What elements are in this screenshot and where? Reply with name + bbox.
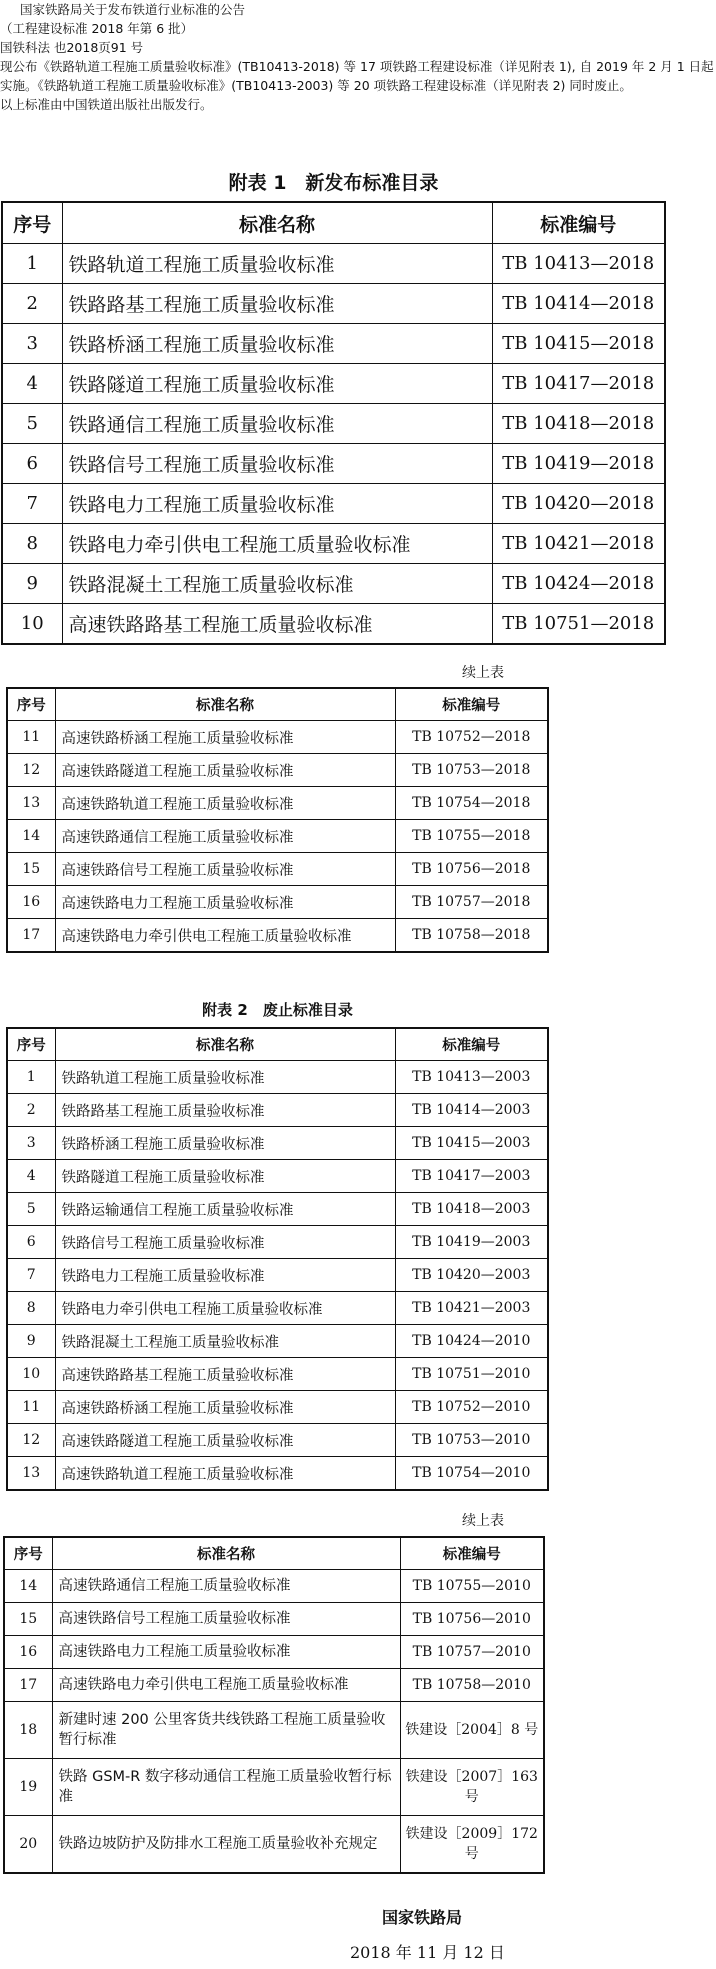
standard-name: 铁路隧道工程施工质量验收标准 [55,1160,395,1193]
standard-code: TB 10415—2003 [395,1127,548,1160]
row-number: 1 [2,244,62,284]
table-row [4,1759,544,1816]
table-header-row [7,688,548,721]
standard-code: TB 10751—2010 [395,1358,548,1391]
table-row [2,524,665,564]
table-row [2,444,665,484]
standard-code: TB 10755—2010 [400,1570,544,1603]
issue-date: 2018 年 11 月 12 日 [350,1943,505,1962]
table-header-row [7,1028,548,1061]
table1-caption: 附表 1 新发布标准目录 [228,172,439,194]
table1-part2 [6,687,549,953]
notice-title: 国家铁路局关于发布铁道行业标准的公告 [20,2,246,17]
row-number: 15 [7,853,55,886]
standard-code: TB 10424—2018 [492,564,665,604]
header-name: 标准名称 [62,202,492,244]
row-number: 8 [2,524,62,564]
standard-code: TB 10418—2018 [492,404,665,444]
standard-code: TB 10757—2018 [395,886,548,919]
standard-name: 铁路信号工程施工质量验收标准 [62,444,492,484]
row-number: 13 [7,787,55,820]
table-row [7,886,548,919]
row-number: 6 [7,1226,55,1259]
standard-code: TB 10756—2018 [395,853,548,886]
standard-code: TB 10421—2003 [395,1292,548,1325]
row-number: 18 [4,1702,52,1759]
header-no: 序号 [4,1537,52,1570]
issuer-signature: 国家铁路局 [382,1908,463,1927]
table-row [7,1193,548,1226]
standard-name: 铁路电力工程施工质量验收标准 [55,1259,395,1292]
table-header-row [4,1537,544,1570]
standard-name: 铁路轨道工程施工质量验收标准 [62,244,492,284]
standard-name: 铁路信号工程施工质量验收标准 [55,1226,395,1259]
standard-code: TB 10414—2003 [395,1094,548,1127]
row-number: 16 [4,1636,52,1669]
table-row [2,364,665,404]
table-row [7,721,548,754]
row-number: 9 [7,1325,55,1358]
standard-code: TB 10417—2018 [492,364,665,404]
standard-code: TB 10758—2018 [395,919,548,953]
standard-code: TB 10421—2018 [492,524,665,564]
standard-name: 高速铁路电力牵引供电工程施工质量验收标准 [55,919,395,953]
standard-name: 铁路混凝土工程施工质量验收标准 [55,1325,395,1358]
table2-caption: 附表 2 废止标准目录 [202,1001,353,1019]
header-name: 标准名称 [55,688,395,721]
standard-code: TB 10413—2018 [492,244,665,284]
standard-name: 铁路运输通信工程施工质量验收标准 [55,1193,395,1226]
standard-code: 铁建设［2009］172 号 [400,1816,544,1874]
row-number: 19 [4,1759,52,1816]
standard-code: TB 10756—2010 [400,1603,544,1636]
row-number: 3 [2,324,62,364]
row-number: 4 [7,1160,55,1193]
row-number: 16 [7,886,55,919]
standard-name: 高速铁路隧道工程施工质量验收标准 [55,1424,395,1457]
table-row [2,404,665,444]
table-row [7,1292,548,1325]
row-number: 4 [2,364,62,404]
table-row [7,1391,548,1424]
table-row [7,1226,548,1259]
row-number: 7 [7,1259,55,1292]
standard-name: 铁路桥涵工程施工质量验收标准 [62,324,492,364]
row-number: 10 [7,1358,55,1391]
row-number: 17 [4,1669,52,1702]
standard-code: TB 10754—2018 [395,787,548,820]
standard-code: TB 10757—2010 [400,1636,544,1669]
standard-code: TB 10751—2018 [492,604,665,645]
notice-batch: （工程建设标准 2018 年第 6 批） [0,21,194,36]
notice-publisher-note: 以上标准由中国铁道出版社出版发行。 [0,97,213,112]
standard-code: TB 10420—2003 [395,1259,548,1292]
standard-code: TB 10754—2010 [395,1457,548,1491]
row-number: 17 [7,919,55,953]
standard-name: 铁路路基工程施工质量验收标准 [55,1094,395,1127]
row-number: 15 [4,1603,52,1636]
standard-name: 铁路路基工程施工质量验收标准 [62,284,492,324]
row-number: 1 [7,1061,55,1094]
table-row [7,820,548,853]
table-row [2,564,665,604]
row-number: 13 [7,1457,55,1491]
row-number: 10 [2,604,62,645]
header-code: 标准编号 [400,1537,544,1570]
table-row [4,1603,544,1636]
table-row [4,1669,544,1702]
table2-part2 [3,1536,545,1874]
standard-name: 高速铁路桥涵工程施工质量验收标准 [55,721,395,754]
standard-name: 高速铁路路基工程施工质量验收标准 [62,604,492,645]
row-number: 11 [7,1391,55,1424]
row-number: 20 [4,1816,52,1874]
header-name: 标准名称 [55,1028,395,1061]
standard-code: TB 10419—2018 [492,444,665,484]
row-number: 2 [7,1094,55,1127]
standard-name: 铁路电力工程施工质量验收标准 [62,484,492,524]
standard-code: TB 10424—2010 [395,1325,548,1358]
table-row [7,1259,548,1292]
table-row [2,284,665,324]
row-number: 12 [7,754,55,787]
standard-name: 铁路电力牵引供电工程施工质量验收标准 [62,524,492,564]
standard-name: 铁路 GSM-R 数字移动通信工程施工质量验收暂行标准 [52,1759,400,1816]
row-number: 14 [4,1570,52,1603]
continued-label: 续上表 [462,665,504,681]
row-number: 5 [7,1193,55,1226]
standard-code: TB 10413—2003 [395,1061,548,1094]
table-row [7,1424,548,1457]
table-row [7,1325,548,1358]
row-number: 11 [7,721,55,754]
standard-code: TB 10419—2003 [395,1226,548,1259]
row-number: 2 [2,284,62,324]
row-number: 12 [7,1424,55,1457]
notice-paragraph: 现公布《铁路轨道工程施工质量验收标准》(TB10413-2018) 等 17 项铁路工程建设标准（详见附表 1), 自 2019 年 2 月 1 日起实施。《铁路轨道工程施工质量验收标准》(TB10413-2003) 等 20 项铁路工程建设标准（详见附表 2) 同时废止。 [0,59,714,93]
table-row [2,244,665,284]
row-number: 3 [7,1127,55,1160]
continued-label: 续上表 [462,1513,504,1529]
standard-name: 高速铁路轨道工程施工质量验收标准 [55,1457,395,1491]
table-row [7,754,548,787]
row-number: 9 [2,564,62,604]
table-row [7,919,548,953]
standard-name: 铁路桥涵工程施工质量验收标准 [55,1127,395,1160]
standard-code: TB 10755—2018 [395,820,548,853]
table-row [4,1816,544,1874]
standard-name: 铁路隧道工程施工质量验收标准 [62,364,492,404]
standard-name: 高速铁路隧道工程施工质量验收标准 [55,754,395,787]
header-name: 标准名称 [52,1537,400,1570]
table-row [7,787,548,820]
standard-code: 铁建设［2004］8 号 [400,1702,544,1759]
standard-name: 新建时速 200 公里客货共线铁路工程施工质量验收暂行标准 [52,1702,400,1759]
standard-name: 高速铁路电力牵引供电工程施工质量验收标准 [52,1669,400,1702]
table-row [7,1127,548,1160]
header-code: 标准编号 [395,1028,548,1061]
standard-code: TB 10418—2003 [395,1193,548,1226]
standard-code: TB 10758—2010 [400,1669,544,1702]
table2-part1 [6,1027,549,1491]
header-code: 标准编号 [395,688,548,721]
standard-name: 高速铁路路基工程施工质量验收标准 [55,1358,395,1391]
standard-name: 铁路通信工程施工质量验收标准 [62,404,492,444]
row-number: 8 [7,1292,55,1325]
standard-code: TB 10752—2018 [395,721,548,754]
header-code: 标准编号 [492,202,665,244]
standard-name: 铁路混凝土工程施工质量验收标准 [62,564,492,604]
standard-code: TB 10752—2010 [395,1391,548,1424]
standard-name: 高速铁路通信工程施工质量验收标准 [52,1570,400,1603]
row-number: 5 [2,404,62,444]
table-header-row [2,202,665,244]
table-row [2,324,665,364]
standard-code: TB 10753—2010 [395,1424,548,1457]
table-row [7,1160,548,1193]
standard-name: 高速铁路信号工程施工质量验收标准 [55,853,395,886]
standard-name: 高速铁路通信工程施工质量验收标准 [55,820,395,853]
standard-name: 高速铁路轨道工程施工质量验收标准 [55,787,395,820]
table1-part1 [1,201,666,645]
table-row [4,1702,544,1759]
standard-name: 铁路电力牵引供电工程施工质量验收标准 [55,1292,395,1325]
table-row [2,604,665,645]
table-row [7,1358,548,1391]
standard-name: 铁路边坡防护及防排水工程施工质量验收补充规定 [52,1816,400,1874]
table-row [4,1570,544,1603]
row-number: 14 [7,820,55,853]
table-row [2,484,665,524]
standard-code: TB 10414—2018 [492,284,665,324]
standard-code: TB 10753—2018 [395,754,548,787]
standard-name: 高速铁路桥涵工程施工质量验收标准 [55,1391,395,1424]
notice-block [0,0,716,114]
standard-code: 铁建设［2007］163 号 [400,1759,544,1816]
table-row [7,853,548,886]
header-no: 序号 [7,688,55,721]
standard-name: 高速铁路信号工程施工质量验收标准 [52,1603,400,1636]
header-no: 序号 [2,202,62,244]
header-no: 序号 [7,1028,55,1061]
row-number: 7 [2,484,62,524]
standard-code: TB 10415—2018 [492,324,665,364]
standard-name: 铁路轨道工程施工质量验收标准 [55,1061,395,1094]
table-row [7,1061,548,1094]
table-row [7,1094,548,1127]
standard-name: 高速铁路电力工程施工质量验收标准 [55,886,395,919]
standard-code: TB 10417—2003 [395,1160,548,1193]
table-row [7,1457,548,1491]
standard-name: 高速铁路电力工程施工质量验收标准 [52,1636,400,1669]
standard-code: TB 10420—2018 [492,484,665,524]
table-row [4,1636,544,1669]
notice-doc-number: 国铁科法 也2018页91 号 [0,40,144,55]
row-number: 6 [2,444,62,484]
